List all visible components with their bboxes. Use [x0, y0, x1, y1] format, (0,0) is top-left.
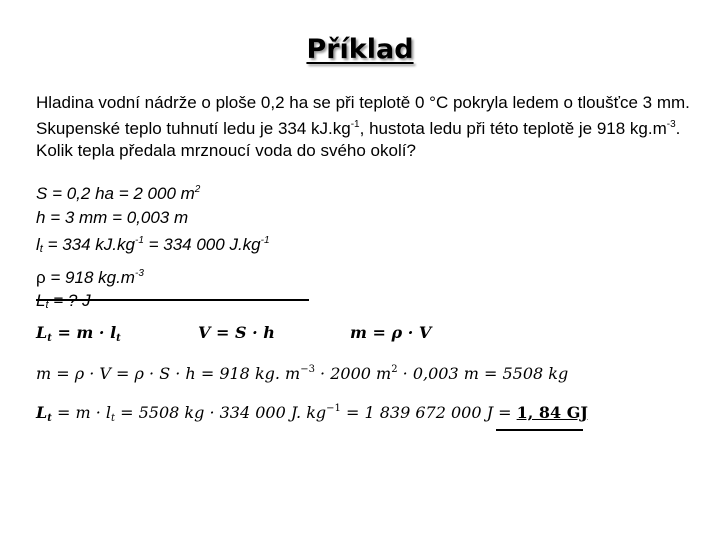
given-latent-heat-value-b: = 334 000 J.kg — [143, 235, 261, 254]
given-density — [36, 262, 270, 290]
formula-1-rhs: = m · l — [51, 323, 117, 342]
formula-2-text: V = S · h — [198, 323, 275, 342]
problem-part-2: , hustota ledu při této teplotě je 918 kg.m — [359, 119, 667, 138]
formula-volume — [198, 323, 275, 342]
formula-mass — [350, 323, 431, 342]
given-area-label: S — [36, 184, 48, 203]
given-unknown-heat-label: L — [36, 291, 46, 310]
given-density-value: = 918 kg.m — [45, 267, 135, 287]
given-unknown-heat — [36, 289, 270, 318]
result-underline — [496, 429, 583, 431]
formula-1-lhs-sub: t — [47, 333, 52, 344]
given-unknown-heat-value: = ? J — [48, 291, 91, 310]
given-thickness-value: = 3 mm = 0,003 m — [45, 207, 189, 227]
formula-3-text: m = ρ · V — [350, 323, 432, 342]
calc-1-part-b: · 2000 m — [314, 364, 392, 383]
given-thickness-label: h — [36, 207, 46, 227]
given-latent-heat-label: l — [36, 235, 40, 254]
calc-2-part-c: = 1 839 672 000 J = — [340, 403, 517, 422]
calc-1-part-c: · 0,003 m = 5508 kg — [397, 364, 569, 383]
calc-2-part-b: = 5508 kg · 334 000 J. kg — [115, 403, 327, 422]
given-latent-heat-exp-a: -1 — [134, 235, 144, 246]
calc-2-lhs: L — [36, 403, 48, 422]
given-area — [36, 178, 270, 206]
calc-1-part-a: = ρ · V = ρ · S · h = 918 kg. m — [51, 364, 301, 383]
calculation-heat — [36, 403, 588, 424]
problem-text — [36, 92, 696, 162]
given-unknown-heat-subscript: t — [45, 299, 49, 311]
calc-2-lhs-sub: t — [47, 413, 52, 424]
separator-line — [36, 299, 309, 301]
given-values — [36, 178, 270, 318]
problem-part-1: Hladina vodní nádrže o ploše 0,2 ha se při teplotě 0 °C pokryla ledem o tloušťce 3 mm. Skupenské teplo tuhnutí ledu je 334 kJ.kg — [36, 93, 690, 138]
given-latent-heat-exp-b: -1 — [260, 235, 270, 246]
given-density-label: ρ — [36, 267, 46, 287]
given-latent-heat-subscript: t — [39, 243, 43, 255]
calculation-mass — [36, 364, 568, 383]
formula-latent-heat — [36, 323, 121, 344]
final-result: 1, 84 GJ — [516, 403, 588, 422]
given-thickness — [36, 206, 270, 230]
given-latent-heat — [36, 229, 270, 262]
calc-1-exp-2: 2 — [391, 364, 398, 375]
calc-2-part-a-sub: t — [111, 413, 116, 424]
calc-1-lhs: m — [36, 364, 52, 383]
calc-2-part-a: = m · l — [51, 403, 111, 422]
formula-1-lhs: L — [36, 323, 48, 342]
problem-part-3: . Kolik tepla předala mrznoucí voda do svého okolí? — [36, 119, 681, 160]
problem-exponent-1: -1 — [350, 119, 360, 130]
given-density-exponent: -3 — [134, 267, 144, 279]
problem-exponent-2: -3 — [666, 119, 676, 130]
calc-2-exp: −1 — [326, 403, 341, 414]
given-area-exponent: 2 — [194, 184, 201, 195]
given-area-value: = 0,2 ha = 2 000 m — [47, 184, 195, 203]
given-latent-heat-value-a: = 334 kJ.kg — [42, 235, 135, 254]
formula-1-rhs-sub: t — [116, 333, 121, 344]
calc-1-exp-1: −3 — [300, 364, 315, 375]
page-title: Příklad — [306, 34, 414, 65]
